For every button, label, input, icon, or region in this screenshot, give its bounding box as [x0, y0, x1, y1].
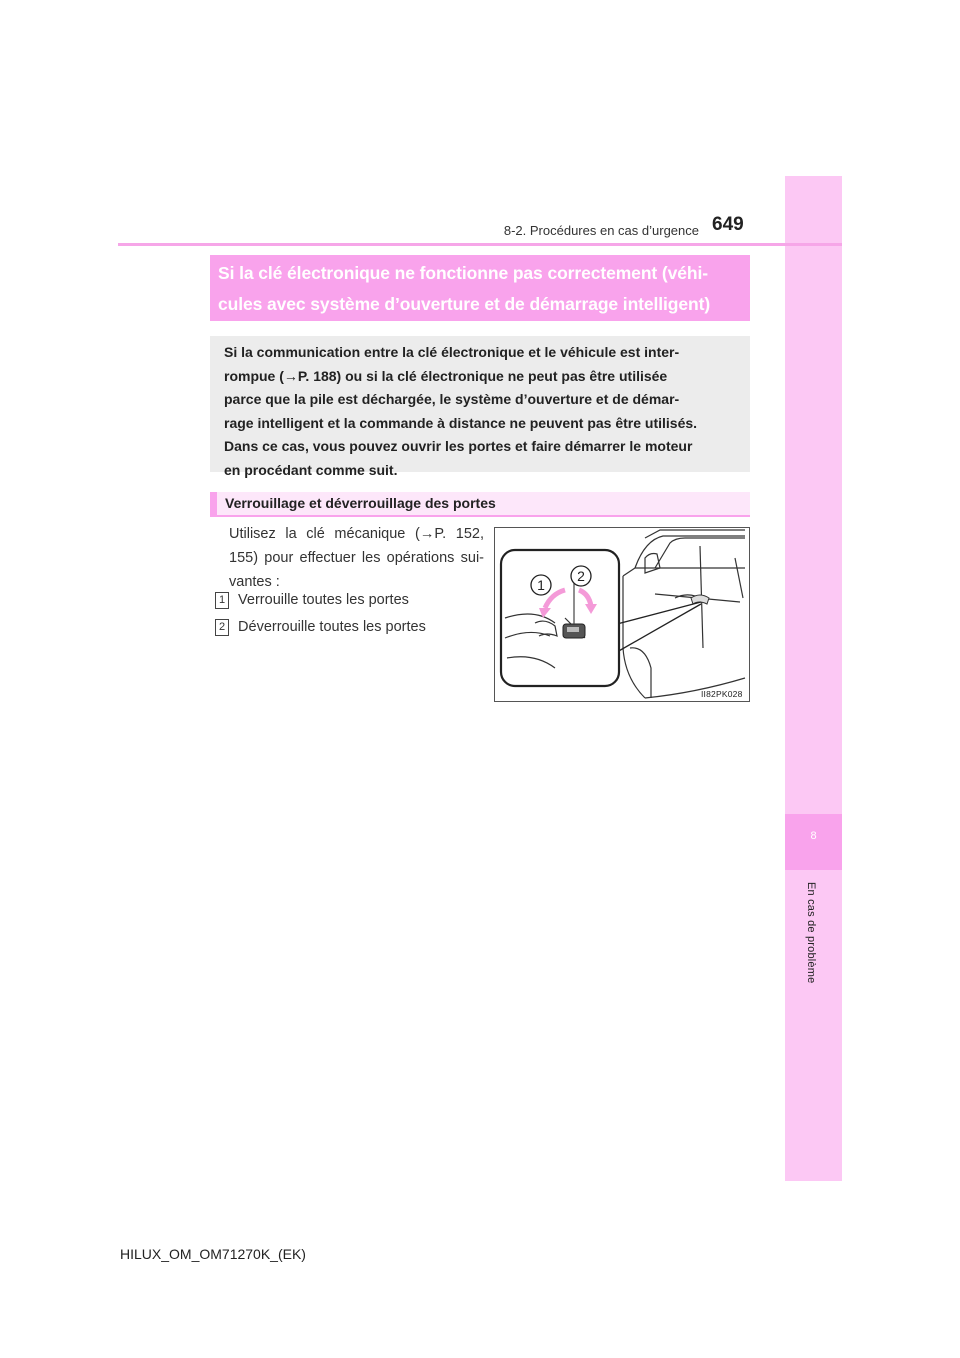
intro-line: rage intelligent et la commande à distance ne peuvent pas être utilisés. [224, 414, 698, 431]
step-number-badge: 1 [215, 592, 229, 609]
intro-line: rompue (→P. 188) ou si la clé électronique ne peut pas être utilisée [224, 367, 668, 384]
section-title-line-2: cules avec système d’ouverture et de démarrage intelligent) [218, 294, 711, 314]
step-item [215, 591, 409, 609]
section-title-line-1: Si la clé électronique ne fonctionne pas correctement (véhi- [218, 263, 708, 283]
chapter-tab-label: En cas de problème [805, 882, 817, 984]
callout-label-1: 1 [537, 577, 545, 593]
chapter-tab-number: 8 [810, 830, 817, 842]
door-lock-illustration [494, 527, 750, 702]
inset-frame [501, 550, 619, 686]
chapter-tab-active[interactable] [785, 814, 842, 870]
callout-line [617, 604, 701, 652]
step-number-badge: 2 [215, 619, 229, 636]
intro-line: Dans ce cas, vous pouvez ouvrir les portes et faire démarrer le moteur [224, 438, 693, 455]
intro-line: parce que la pile est déchargée, le système d’ouverture et de démar- [224, 391, 680, 408]
body-line: Utilisez la clé mécanique (→P. 152, [229, 526, 484, 542]
step-text: Déverrouille toutes les portes [238, 619, 426, 635]
chapter-tab-band [785, 176, 842, 1181]
intro-line: en procédant comme suit. [224, 461, 398, 478]
callout-label-2: 2 [577, 568, 585, 584]
intro-box [210, 336, 750, 478]
intro-line: Si la communication entre la clé électronique et le véhicule est inter- [224, 344, 680, 360]
step-text: Verrouille toutes les portes [238, 592, 409, 608]
step-item [215, 618, 426, 636]
section-title [210, 255, 750, 321]
header-rule [118, 243, 842, 246]
body-paragraph [229, 522, 484, 594]
door-lock-drawing [495, 528, 751, 703]
callout-line [617, 602, 701, 624]
document-code: HILUX_OM_OM71270K_(EK) [120, 1246, 306, 1262]
illustration-code: II82PK028 [701, 689, 743, 699]
page-number: 649 [712, 214, 744, 235]
subsection-heading: Verrouillage et déverrouillage des portes [210, 492, 750, 517]
body-line: vantes : [229, 574, 280, 590]
body-line: 155) pour effectuer les opérations sui- [229, 550, 484, 566]
chapter-title: 8-2. Procédures en cas d’urgence [503, 223, 699, 238]
